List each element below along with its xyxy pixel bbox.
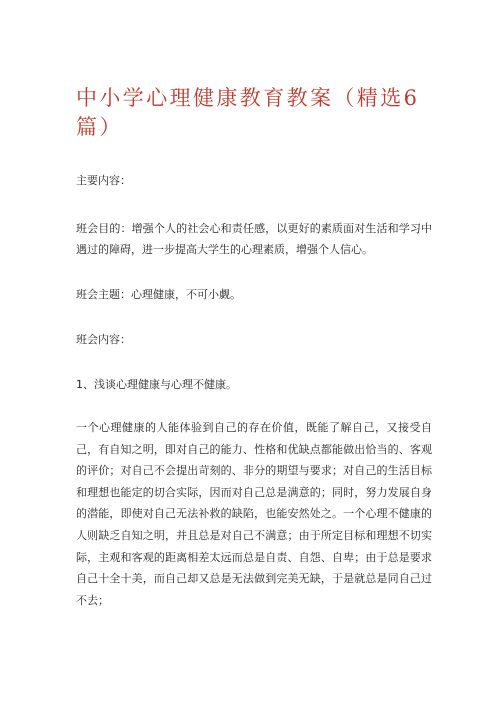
meeting-content-heading: 班会内容： — [76, 333, 131, 346]
main-content-heading: 主要内容： — [76, 174, 131, 187]
body-paragraph: 一个心理健康的人能体验到自己的存在价值，既能了解自己，又接受自己，有自知之明，即对自己的能力、性格和优缺点都能做出恰当的、客观的评价；对自己不会提出苛刻的、非分的期望与要求；对自己的生活目标和理想也能定的切合实际，因而对自己总是满意的；同时，努力发展自身的潜能，即使对自己无法补救的缺陷，也能安然处之。一个心理不健康的人则缺乏自知之明，并且总是对自己不满意；由于所定目标和理想不切实际，主观和客观的距离相差太远而总是自责、自怨、自卑；由于总是要求自己十全十美，而自己却又总是无法做到完美无缺，于是就总是同自己过不去； — [76, 421, 432, 607]
meeting-goal: 班会目的：增强个人的社会心和责任感，以更好的素质面对生活和学习中遇过的障碍，进一步提高大学生的心理素质，增强个人信心。 — [76, 222, 432, 256]
meeting-theme: 班会主题：心理健康，不可小觑。 — [76, 288, 241, 301]
document-body — [76, 170, 432, 611]
document-title: 中小学心理健康教育教案（精选6篇） — [76, 86, 420, 139]
content-item-1: 1、浅谈心理健康与心理不健康。 — [76, 378, 237, 391]
